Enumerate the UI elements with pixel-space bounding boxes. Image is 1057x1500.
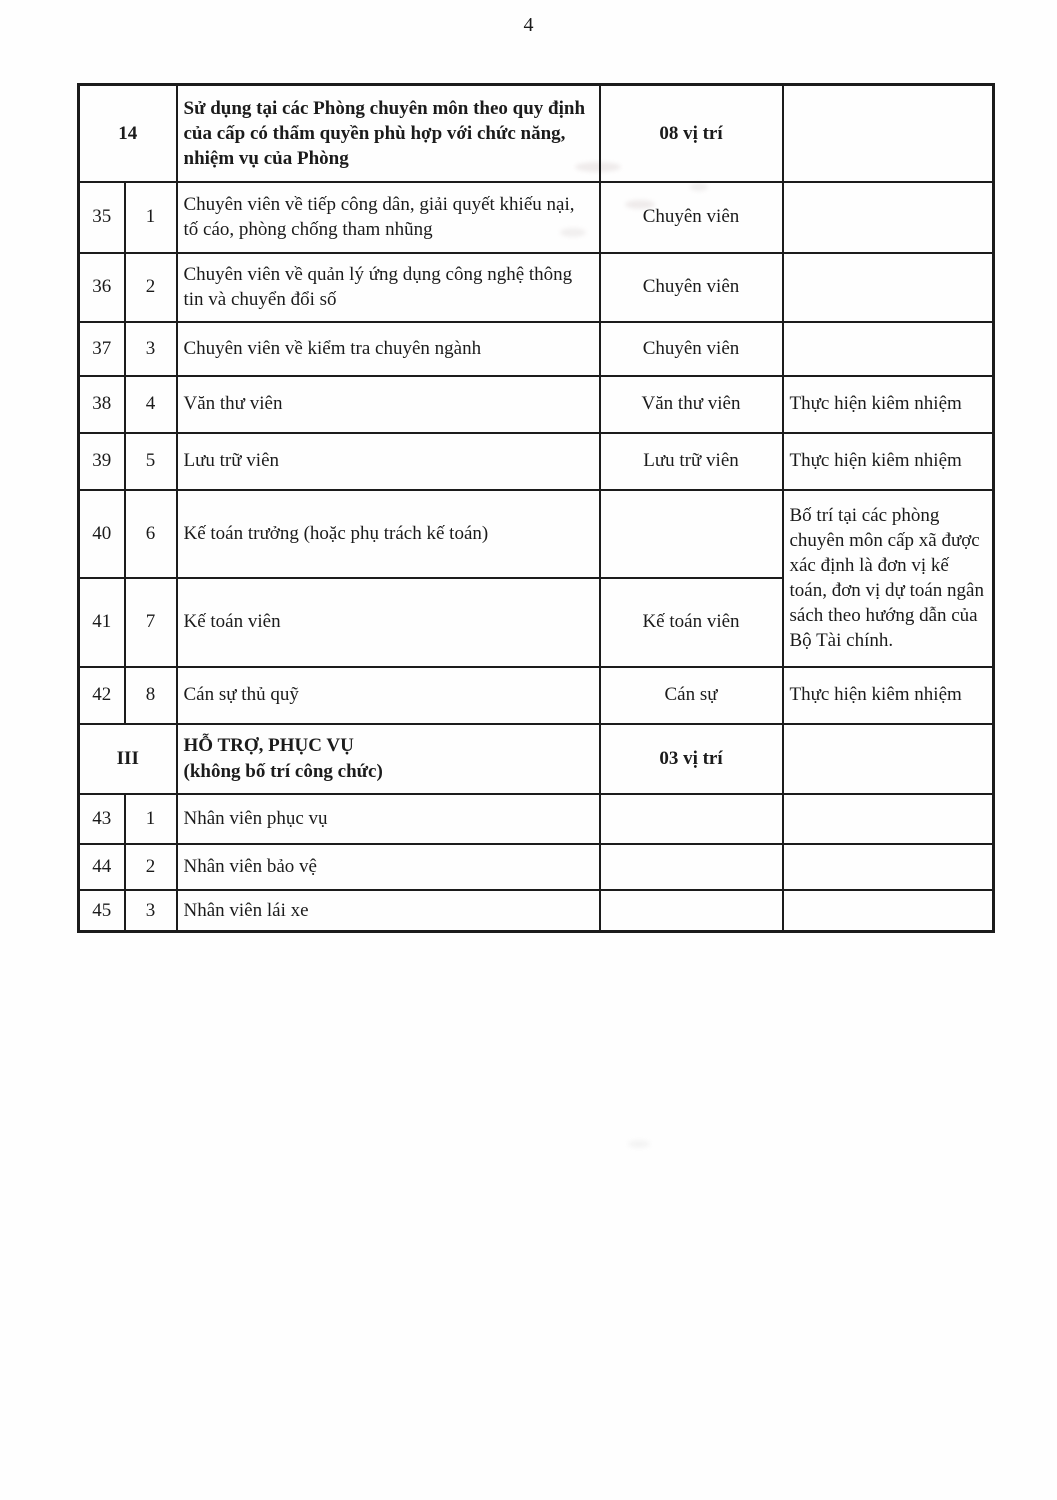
table-row (79, 433, 994, 490)
job-title-cell: Sử dụng tại các Phòng chuyên môn theo quy định của cấp có thẩm quyền phù hợp với chức năng, nhiệm vụ của Phòng (177, 85, 600, 182)
row-subnumber-cell: 2 (125, 253, 177, 322)
table-row (79, 794, 994, 844)
note-cell (783, 253, 994, 322)
scan-speckle (628, 1140, 650, 1148)
table-row (79, 490, 994, 578)
row-subnumber-cell: 2 (125, 844, 177, 890)
note-cell: Thực hiện kiêm nhiệm (783, 433, 994, 490)
rank-cell: Chuyên viên (600, 322, 783, 376)
job-title-cell: Nhân viên phục vụ (177, 794, 600, 844)
note-cell (783, 844, 994, 890)
rank-cell (600, 890, 783, 932)
table-row (79, 890, 994, 932)
rank-cell: Cán sự (600, 667, 783, 724)
note-cell: Thực hiện kiêm nhiệm (783, 376, 994, 433)
row-number-cell: 35 (79, 182, 125, 253)
row-number-cell: 44 (79, 844, 125, 890)
row-number-cell: 41 (79, 578, 125, 667)
rank-cell: Chuyên viên (600, 182, 783, 253)
table-row (79, 376, 994, 433)
row-number-cell: 43 (79, 794, 125, 844)
section-title-line1: HỖ TRỢ, PHỤC VỤ (183, 735, 354, 757)
page-number: 4 (523, 14, 534, 36)
rank-cell (600, 490, 783, 578)
row-subnumber-cell: 3 (125, 890, 177, 932)
note-cell (783, 890, 994, 932)
row-subnumber-cell: 6 (125, 490, 177, 578)
row-number-cell: 36 (79, 253, 125, 322)
job-title-cell: Nhân viên lái xe (177, 890, 600, 932)
note-cell: Bố trí tại các phòng chuyên môn cấp xã được xác định là đơn vị kế toán, đơn vị dự toán ngân sách theo hướng dẫn của Bộ Tài chính. (783, 490, 994, 667)
row-subnumber-cell: 8 (125, 667, 177, 724)
table-row (79, 85, 994, 182)
row-subnumber-cell: 7 (125, 578, 177, 667)
row-number-cell: 37 (79, 322, 125, 376)
note-cell (783, 794, 994, 844)
row-subnumber-cell: 1 (125, 794, 177, 844)
row-number-cell: 14 (79, 85, 177, 182)
job-title-cell: Kế toán viên (177, 578, 600, 667)
job-title-cell: Chuyên viên về quản lý ứng dụng công nghệ thông tin và chuyển đổi số (177, 253, 600, 322)
row-number-cell: III (79, 724, 177, 794)
job-positions-table (77, 83, 995, 933)
rank-cell: Kế toán viên (600, 578, 783, 667)
row-number-cell: 45 (79, 890, 125, 932)
row-subnumber-cell: 1 (125, 182, 177, 253)
note-cell (783, 322, 994, 376)
row-subnumber-cell: 4 (125, 376, 177, 433)
note-cell: Thực hiện kiêm nhiệm (783, 667, 994, 724)
row-number-cell: 38 (79, 376, 125, 433)
table-row (79, 844, 994, 890)
row-number-cell: 40 (79, 490, 125, 578)
job-title-cell: Lưu trữ viên (177, 433, 600, 490)
rank-cell: Văn thư viên (600, 376, 783, 433)
note-cell (783, 85, 994, 182)
job-title-cell: Kế toán trưởng (hoặc phụ trách kế toán) (177, 490, 600, 578)
rank-cell: Chuyên viên (600, 253, 783, 322)
rank-cell: Lưu trữ viên (600, 433, 783, 490)
note-cell (783, 182, 994, 253)
row-number-cell: 42 (79, 667, 125, 724)
job-title-cell: Văn thư viên (177, 376, 600, 433)
rank-cell: 08 vị trí (600, 85, 783, 182)
table-row (79, 322, 994, 376)
rank-cell (600, 844, 783, 890)
table-row (79, 667, 994, 724)
row-number-cell: 39 (79, 433, 125, 490)
rank-cell (600, 794, 783, 844)
note-cell (783, 724, 994, 794)
row-subnumber-cell: 5 (125, 433, 177, 490)
job-title-cell: Chuyên viên về kiểm tra chuyên ngành (177, 322, 600, 376)
table-row (79, 182, 994, 253)
job-title-cell: Cán sự thủ quỹ (177, 667, 600, 724)
job-title-cell: Nhân viên bảo vệ (177, 844, 600, 890)
section-title-cell (177, 724, 600, 794)
row-subnumber-cell: 3 (125, 322, 177, 376)
table-row (79, 724, 994, 794)
job-title-cell: Chuyên viên về tiếp công dân, giải quyết khiếu nại, tố cáo, phòng chống tham nhũng (177, 182, 600, 253)
section-title-line2: (không bố trí công chức) (183, 760, 383, 782)
table-row (79, 253, 994, 322)
rank-cell: 03 vị trí (600, 724, 783, 794)
